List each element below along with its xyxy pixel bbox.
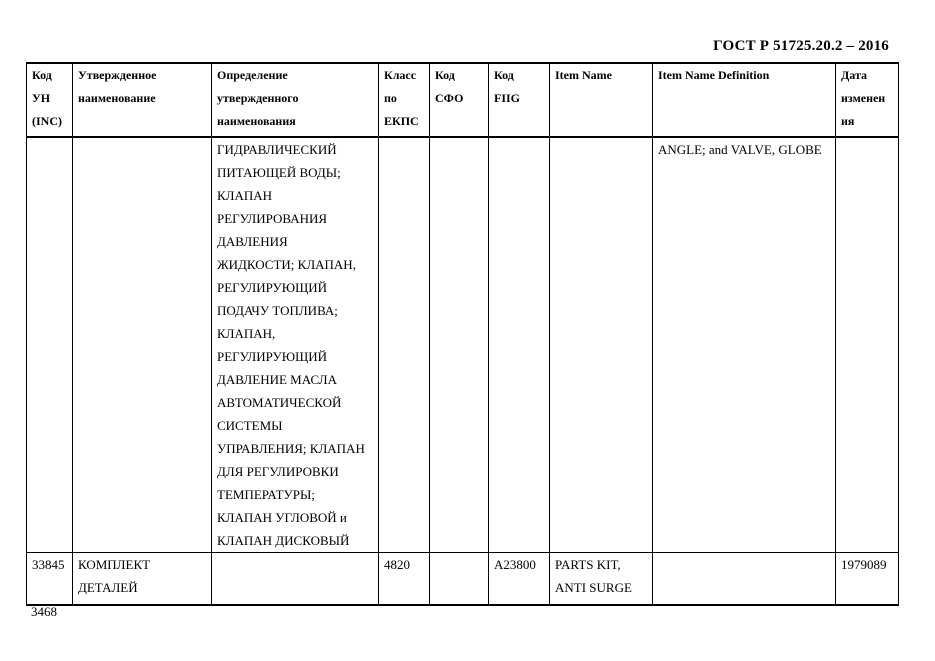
cell-class: 4820 <box>379 553 430 605</box>
header-fiig: Код FIIG <box>489 63 550 137</box>
cell-approved-name <box>73 137 212 553</box>
cell-inc: 33845 <box>27 553 73 605</box>
cell-inc <box>27 137 73 553</box>
cell-item-name <box>550 137 653 553</box>
cell-item-name-definition: ANGLE; and VALVE, GLOBE <box>653 137 836 553</box>
header-inc: Код УН (INC) <box>27 63 73 137</box>
header-sfo: Код СФО <box>430 63 489 137</box>
header-definition: Определение утвержденного наименования <box>212 63 379 137</box>
table-row <box>27 137 899 553</box>
page-number: 3468 <box>31 604 57 619</box>
cell-sfo <box>430 137 489 553</box>
cell-item-name-definition <box>653 553 836 605</box>
cell-item-name: PARTS KIT, ANTI SURGE <box>550 553 653 605</box>
cell-fiig <box>489 137 550 553</box>
table-header-row <box>27 63 899 137</box>
document-standard-header: ГОСТ Р 51725.20.2 – 2016 <box>713 38 889 54</box>
cell-definition: ГИДРАВЛИЧЕСКИЙ ПИТАЮЩЕЙ ВОДЫ; КЛАПАН РЕГУЛИРОВАНИЯ ДАВЛЕНИЯ ЖИДКОСТИ; КЛАПАН, РЕГУЛИРУЮЩИЙ ПОДАЧУ ТОПЛИВА; КЛАПАН, РЕГУЛИРУЮЩИЙ ДАВЛЕНИЕ МАСЛА АВТОМАТИЧЕСКОЙ СИСТЕМЫ УПРАВЛЕНИЯ; КЛАПАН ДЛЯ РЕГУЛИРОВКИ ТЕМПЕРАТУРЫ; КЛАПАН УГЛОВОЙ и КЛАПАН ДИСКОВЫЙ <box>212 137 379 553</box>
cell-fiig: A23800 <box>489 553 550 605</box>
cell-approved-name: КОМПЛЕКТ ДЕТАЛЕЙ <box>73 553 212 605</box>
cell-date: 1979089 <box>836 553 899 605</box>
cell-class <box>379 137 430 553</box>
data-table <box>26 62 899 606</box>
cell-sfo <box>430 553 489 605</box>
table-row <box>27 553 899 605</box>
cell-definition <box>212 553 379 605</box>
header-date: Дата изменен ия <box>836 63 899 137</box>
header-item-name: Item Name <box>550 63 653 137</box>
header-class: Класс по ЕКПС <box>379 63 430 137</box>
header-approved-name: Утвержденное наименование <box>73 63 212 137</box>
cell-date <box>836 137 899 553</box>
header-item-name-definition: Item Name Definition <box>653 63 836 137</box>
